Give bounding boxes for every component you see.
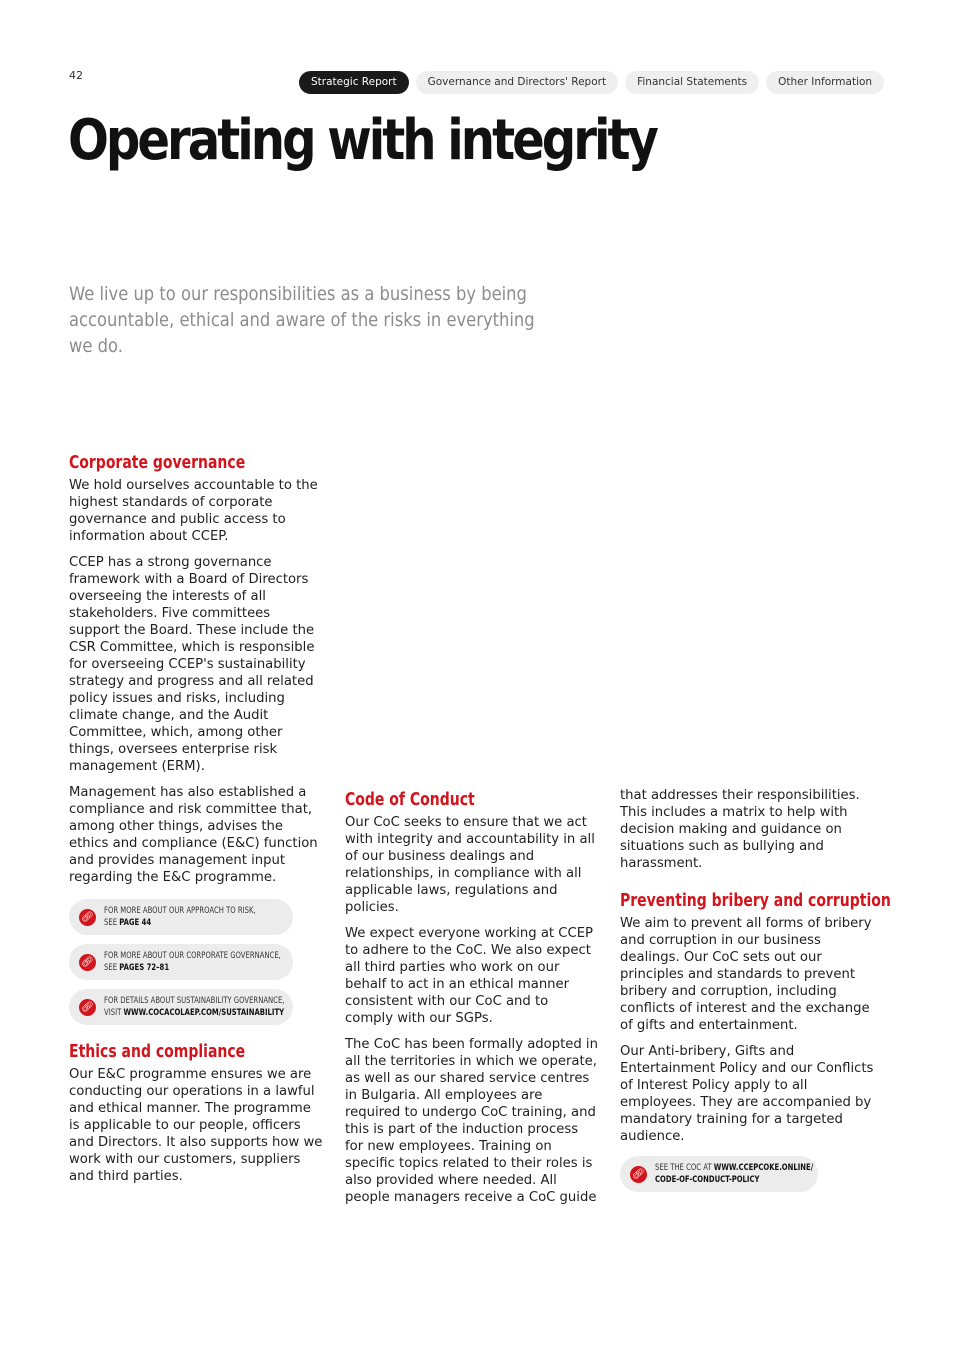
- link-icon: 🔗︎: [79, 909, 96, 926]
- corporate-governance-para-3: Management has also established a compliance and risk committee that, among other things, advises the ethics and compliance (E&C) function and provides management input regarding the E&C programme.: [69, 785, 318, 885]
- corporate-governance-para-1: We hold ourselves accountable to the highest standards of corporate governance and public access to information about CCEP.: [69, 478, 318, 544]
- sustainability-governance-link[interactable]: [69, 989, 293, 1025]
- bribery-heading: Preventing bribery and corruption: [620, 891, 891, 911]
- risk-link[interactable]: [69, 899, 293, 935]
- column-left: [69, 452, 324, 1194]
- risk-link-text: FOR MORE ABOUT OUR APPROACH TO RISK, SEE PAGE 44: [104, 906, 256, 928]
- coc-para-3: The CoC has been formally adopted in all the territories in which we operate, as well as our shared service centres in Bulgaria. All employees are required to undergo CoC training, and this is part of the induction process for new employees. Training on specific topics related to their roles is also provided where needed. All people managers receive a CoC guide: [345, 1037, 598, 1205]
- coc-para-2: We expect everyone working at CCEP to adhere to the CoC. We also expect all third parties who work on our behalf to act in an ethical manner consistent with our CoC and to comply with our SGPs.: [345, 926, 593, 1026]
- sustainability-link-text: FOR DETAILS ABOUT SUSTAINABILITY GOVERNANCE, VISIT WWW.COCACOLAEP.COM/SUSTAINABILITY: [104, 996, 285, 1018]
- governance-link-text: FOR MORE ABOUT OUR CORPORATE GOVERNANCE, SEE PAGES 72–81: [104, 951, 281, 973]
- page-number: 42: [69, 69, 83, 82]
- corporate-governance-heading: Corporate governance: [69, 453, 246, 473]
- governance-link[interactable]: [69, 944, 293, 980]
- tab-governance[interactable]: Governance and Directors' Report: [416, 71, 618, 94]
- bribery-para-2: Our Anti-bribery, Gifts and Entertainment Policy and our Conflicts of Interest Policy apply to all employees. They are accompanied by mandatory training for a targeted audience.: [620, 1044, 874, 1144]
- code-of-conduct-heading: Code of Conduct: [345, 790, 475, 810]
- page-title: Operating with integrity: [68, 108, 656, 173]
- coc-policy-link[interactable]: [620, 1156, 818, 1192]
- section-nav: [299, 71, 884, 94]
- link-icon: 🔗︎: [79, 954, 96, 971]
- column-right: [620, 787, 891, 1201]
- tab-financial-statements[interactable]: Financial Statements: [625, 71, 759, 94]
- tab-other-information[interactable]: Other Information: [766, 71, 884, 94]
- tab-strategic-report[interactable]: Strategic Report: [299, 71, 409, 94]
- bribery-para-1: We aim to prevent all forms of bribery and corruption in our business dealings. Our CoC sets out our principles and standards to prevent bribery and corruption, including conflicts of interest and the exchange of gifts and entertainment.: [620, 916, 872, 1033]
- corporate-governance-para-2: CCEP has a strong governance framework with a Board of Directors overseeing the interests of all stakeholders. Five committees support the Board. These include the CSR Committee, which is responsible for overseeing CCEP's sustainability strategy and progress and all related policy issues and risks, including climate change, and the Audit Committee, which, among other things, oversees enterprise risk management (ERM).: [69, 555, 315, 774]
- coc-para-1: Our CoC seeks to ensure that we act with integrity and accountability in all of our business dealings and relationships, in compliance with all applicable laws, regulations and policies.: [345, 815, 595, 915]
- link-icon: 🔗︎: [79, 999, 96, 1016]
- intro-line-2: accountable, ethical and aware of the risks in everything we do.: [69, 309, 535, 357]
- ethics-para-1: Our E&C programme ensures we are conducting our operations in a lawful and ethical manner. The programme is applicable to our people, officers and Directors. It also supports how we work with our customers, suppliers and third parties.: [69, 1067, 323, 1184]
- ethics-heading: Ethics and compliance: [69, 1042, 246, 1062]
- link-icon: 🔗︎: [630, 1166, 647, 1183]
- intro-text: [69, 281, 551, 359]
- column-middle: [345, 789, 600, 1215]
- intro-line-1: We live up to our responsibilities as a business by being: [69, 283, 527, 305]
- coc-para-4: that addresses their responsibilities. This includes a matrix to help with decision making and guidance on situations such as bullying and harassment.: [620, 788, 860, 871]
- coc-policy-link-text: SEE THE COC AT WWW.CCEPCOKE.ONLINE/ CODE-OF-CONDUCT-POLICY: [655, 1163, 814, 1185]
